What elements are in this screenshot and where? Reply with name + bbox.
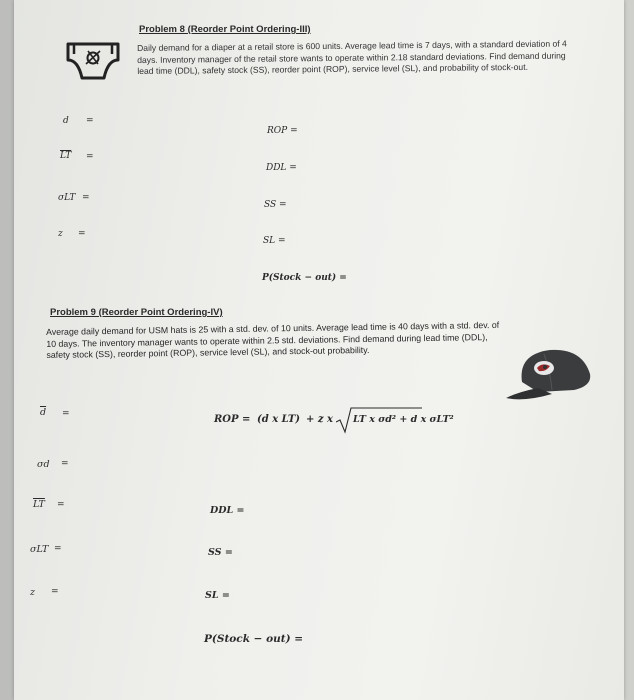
p9-dbar-label: $\overline{d}$ [40,407,47,418]
p8-z-equals: = [78,229,86,239]
p8-lt-label: $\overline{LT}$ [60,151,72,161]
background-edge [0,0,14,700]
p8-z-label: z [58,229,63,239]
p9-z-equals: = [51,587,59,597]
p8-d-equals: = [86,116,94,126]
problem9-text: Average daily demand for USM hats is 25 with a std. dev. of 10 units. Average lead time is 40 days with a std. dev. of 10 days. The inventory manager wants to operate within 2.5 std. deviations. Find demand during lead time (DDL), safety stock (SS), reorder point (ROP), service level (SL), and stock-out probability. [46,319,500,361]
p9-ss: SS = [208,547,233,558]
problem9-title: Problem 9 (Reorder Point Ordering-IV) [50,307,223,318]
p9-rop-plus-z: + z x [306,414,333,425]
p9-ddl: DDL = [210,505,245,516]
p9-lt-label: $\overline{LT}$ [33,499,45,510]
p8-sl: SL = [263,236,286,246]
p9-lt-equals: = [57,500,65,510]
p9-dbar-equals: = [62,409,70,419]
p8-ss: SS = [264,200,287,210]
p8-sigma-lt-equals: = [82,193,90,203]
p8-lt-equals: = [86,152,94,162]
p9-sigma-d-label: σd [37,459,50,470]
p9-rop-radicand: LT x σd² + d x σLT² [353,414,454,425]
p9-pstockout: P(Stock − out) = [204,633,303,645]
p9-sl: SL = [205,590,230,601]
p8-d-label: d [63,116,69,126]
p8-pstockout: P(Stock − out) = [262,273,347,283]
problem8-title: Problem 8 (Reorder Point Ordering-III) [139,24,311,35]
p9-rop-term1: (d x LT) [257,414,301,425]
p8-sigma-lt-label: σLT [58,193,76,203]
p9-sigma-lt-equals: = [54,544,62,554]
p9-sigma-lt-label: σLT [30,544,49,555]
usm-cap-image [504,340,596,404]
p8-rop: ROP = [267,126,298,136]
p9-sigma-d-equals: = [61,459,69,469]
diaper-icon [64,38,122,84]
p9-z-label: z [30,587,36,598]
problem8-text: Daily demand for a diaper at a retail store is 600 units. Average lead time is 7 days, with a standard deviation of 4 days. Inventory manager of the retail store wants to operate within 2.18 standard deviations. Find demand during lead time (DDL), safety stock (SS), reorder point (ROP), service level (SL), and probability of stock-out. [137,38,567,76]
p8-ddl: DDL = [266,163,297,173]
p9-rop-lhs: ROP = [214,414,251,425]
